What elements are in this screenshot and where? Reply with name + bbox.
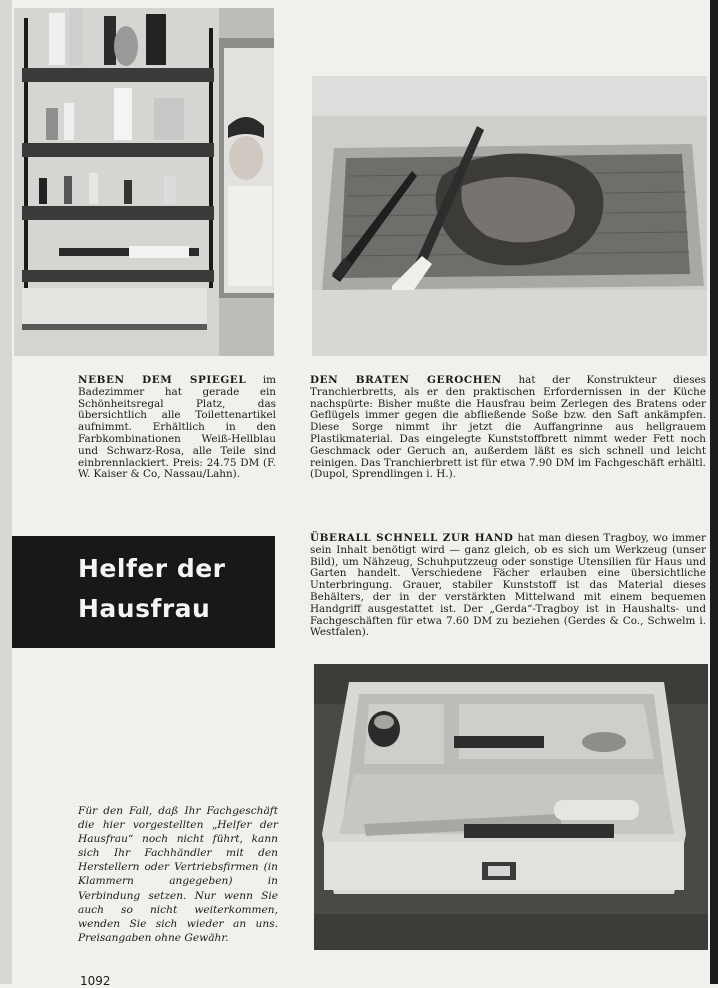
tragboy-caption: [310, 533, 706, 639]
banner-title-line1: Helfer der: [78, 554, 226, 583]
board-caption-body: hat der Konstrukteur dieses Tranchierbretts, als er den praktischen Erfordernissen in der Küche nachspürte: Bisher mußte die Hausfrau beim Zerlegen des Bratens oder Geflügels immer gegen die abfließende Soße bzw. den Saft ankämpfen. Diese Sorge nimmt ihr jetzt die Auffangrinne aus hellgrauem Plastikmaterial. Das eingelegte Kunststoffbrett nimmt weder Fett noch Geschmack oder Geruch an, außerdem läßt es sich schnell und leicht reinigen. Das Tranchierbrett ist für etwa 7.90 DM im Fachgeschäft erhältl. (Dupol, Sprendlingen i. H.).: [310, 374, 707, 481]
shelf-caption-body: im Badezimmer hat gerade ein Schönheitsregal Platz, das übersichtlich alle Toilettenartikel aufnimmt. Erhältlich in den Farbkombinationen Weiß-Hellblau und Schwarz-Rosa, alle Teile sind einbrennlackiert. Preis: 24.75 DM (F. W. Kaiser & Co, Nassau/Lahn).: [78, 374, 276, 481]
shelf-photo: [14, 8, 274, 356]
section-title-banner: [12, 536, 275, 648]
banner-title-line2: Hausfrau: [78, 594, 211, 623]
tragboy-caption-body: hat man diesen Tragboy, wo immer sein Inhalt benötigt wird — ganz gleich, ob es sich um Werkzeug (unser Bild), um Nähzeug, Schuhputzzeug oder sonstige Utensilien für Haus und Garten handelt. Verschiedene Fächer erlauben eine übersichtliche Unterbringung. Grauer, stabiler Kunststoff ist das Material dieses Behälters, der in der verstärkten Mittelwand mit einem bequemen Handgriff ausgestattet ist. Der „Gerda“-Tragboy ist in Haushalts- und Fachgeschäften für etwa 7.60 DM zu beziehen (Gerdes & Co., Schwelm i. Westfalen).: [310, 532, 706, 639]
dealer-note: Für den Fall, daß Ihr Fachgeschäft die hier vorgestellten „Helfer der Hausfrau“ noch nicht führt, kann sich Ihr Fachhändler mit den Herstellern oder Vertriebsfirmen (in Klammern angegeben) in Verbindung setzen. Nur wenn Sie auch so nicht weiterkommen, wenden Sie sich wieder an uns. Preisangaben ohne Gewähr.: [78, 805, 278, 944]
board-caption: [310, 375, 706, 481]
carving-board-photo: [312, 76, 707, 356]
page-number: 1092: [80, 974, 111, 988]
shelf-caption: [78, 375, 276, 481]
page-binding-edge: [0, 0, 12, 984]
tragboy-caption-lead: ÜBERALL SCHNELL ZUR HAND: [310, 532, 514, 544]
shelf-caption-lead: NEBEN DEM SPIEGEL: [78, 374, 247, 386]
board-caption-lead: DEN BRATEN GEROCHEN: [310, 374, 502, 386]
tragboy-photo: [314, 664, 708, 950]
page-dark-edge: [710, 0, 718, 984]
